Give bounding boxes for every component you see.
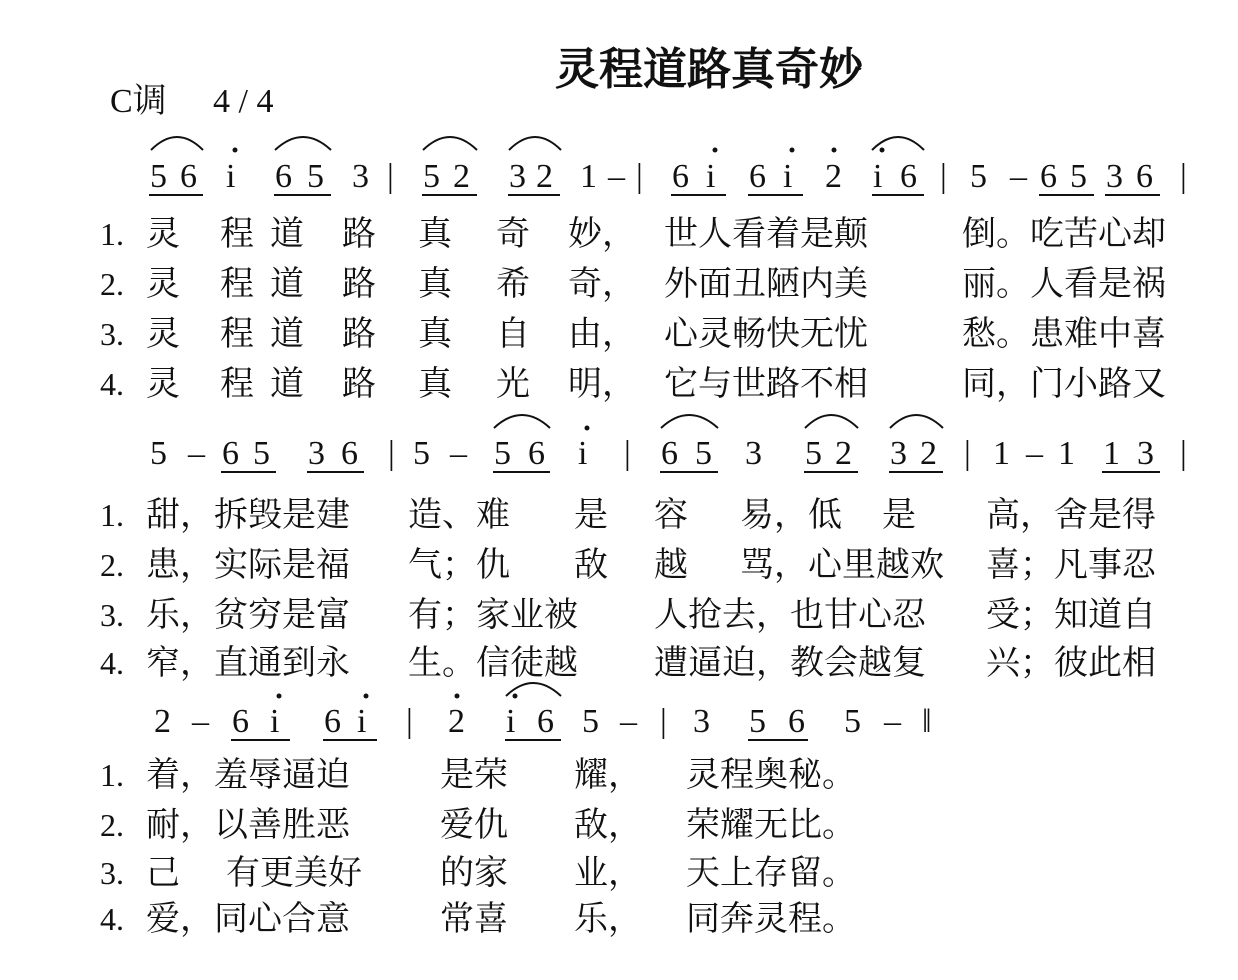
note: i <box>357 703 367 740</box>
lyric: 乐， <box>574 899 642 939</box>
lyric: 同，门小路又 <box>962 364 1166 404</box>
note: i <box>578 435 588 472</box>
note: 1 <box>993 435 1010 472</box>
verse-number: 1. <box>100 497 124 533</box>
dash: – <box>884 703 901 740</box>
lyric: 耀， <box>574 755 642 795</box>
slur <box>872 137 924 150</box>
lyric: 喜；凡事忍 <box>986 545 1156 585</box>
note: 6 <box>222 435 239 472</box>
lyric: 真 <box>418 314 452 354</box>
lyric: 高，舍是得 <box>986 495 1156 535</box>
note: 6 <box>788 703 805 740</box>
note: i <box>506 703 516 740</box>
lyric: 光 <box>496 364 530 404</box>
octave-dot <box>832 148 837 153</box>
note: 5 <box>1070 158 1087 195</box>
note: 6 <box>180 158 197 195</box>
slur <box>509 137 561 150</box>
lyric: 路 <box>342 214 376 254</box>
note: 3 <box>745 435 762 472</box>
lyric: 自 <box>496 314 530 354</box>
note: 6 <box>749 158 766 195</box>
lyric: 程 <box>220 364 254 404</box>
note: 5 <box>253 435 270 472</box>
lyric: 路 <box>342 264 376 304</box>
verse-number: 3. <box>100 855 124 891</box>
note: i <box>706 158 716 195</box>
lyric: 明， <box>568 364 636 404</box>
note: 2 <box>448 703 465 740</box>
note: 6 <box>275 158 292 195</box>
lyric: 妙， <box>568 214 636 254</box>
lyric: 道 <box>270 364 304 404</box>
slur <box>890 415 943 428</box>
barline: | <box>624 435 631 472</box>
lyric: 敌， <box>574 805 642 845</box>
lyric: 生。信徒越 <box>408 643 578 683</box>
system-3-lyrics <box>100 755 856 939</box>
barline: | <box>1180 158 1187 195</box>
note: 1 <box>1103 435 1120 472</box>
verse-number: 4. <box>100 645 124 681</box>
verse-number: 3. <box>100 597 124 633</box>
verse-number: 2. <box>100 547 124 583</box>
note: 2 <box>536 158 553 195</box>
note: i <box>226 158 236 195</box>
lyric: 是荣 <box>440 755 508 795</box>
lyric: 乐，贫穷是富 <box>146 595 350 635</box>
lyric: 业， <box>574 853 642 893</box>
note: 2 <box>825 158 842 195</box>
note: 6 <box>672 158 689 195</box>
lyric: 人抢去，也甘心忍 <box>654 595 926 635</box>
dash: – <box>1010 158 1027 195</box>
lyric: 荣耀无比。 <box>686 805 856 845</box>
time-signature: 4 / 4 <box>213 83 274 120</box>
note: 2 <box>835 435 852 472</box>
lyric: 真 <box>418 214 452 254</box>
barline: | <box>387 158 394 195</box>
lyric: 着，羞辱逼迫 <box>146 755 350 795</box>
dash: – <box>620 703 637 740</box>
lyric: 天上存留。 <box>686 853 856 893</box>
lyric: 甜，拆毁是建 <box>146 495 350 535</box>
note: 2 <box>920 435 937 472</box>
verse-number: 1. <box>100 757 124 793</box>
octave-dot <box>513 694 518 699</box>
note: 2 <box>154 703 171 740</box>
dash: – <box>608 158 625 195</box>
slur <box>423 137 477 150</box>
lyric: 是 <box>574 495 608 535</box>
lyric: 程 <box>220 314 254 354</box>
note: i <box>783 158 793 195</box>
lyric: 倒。吃苦心却 <box>962 214 1166 254</box>
lyric: 奇 <box>496 214 530 254</box>
note: 5 <box>413 435 430 472</box>
note: 6 <box>528 435 545 472</box>
song-title: 灵程道路真奇妙 <box>555 44 863 95</box>
note: i <box>270 703 280 740</box>
slur <box>661 415 718 428</box>
verse-number: 1. <box>100 216 124 252</box>
lyric: 由， <box>568 314 636 354</box>
note: 3 <box>509 158 526 195</box>
lyric: 外面丑陋内美 <box>664 264 868 304</box>
note: i <box>873 158 883 195</box>
note: 5 <box>695 435 712 472</box>
key-signature: C调 <box>110 83 167 120</box>
octave-dot <box>455 694 460 699</box>
verse-number: 4. <box>100 901 124 937</box>
note: 5 <box>150 435 167 472</box>
note: 3 <box>890 435 907 472</box>
lyric: 敌 <box>574 545 608 585</box>
note: 5 <box>150 158 167 195</box>
system-1-notation <box>149 137 1187 195</box>
note: 6 <box>1040 158 1057 195</box>
lyric: 爱，同心合意 <box>146 899 350 939</box>
lyric: 心灵畅快无忧 <box>664 314 868 354</box>
note: 6 <box>900 158 917 195</box>
lyric: 丽。人看是祸 <box>962 264 1166 304</box>
octave-dot <box>277 694 282 699</box>
note: 5 <box>805 435 822 472</box>
octave-dot <box>880 148 885 153</box>
system-2-lyrics <box>100 495 1157 683</box>
lyric: 奇， <box>568 264 636 304</box>
lyric: 真 <box>418 264 452 304</box>
note: 6 <box>341 435 358 472</box>
note: 5 <box>582 703 599 740</box>
lyric: 路 <box>342 314 376 354</box>
octave-dot <box>790 148 795 153</box>
lyric: 它与世路不相 <box>664 364 868 404</box>
note: 1 <box>1058 435 1075 472</box>
lyric: 兴；彼此相 <box>986 643 1156 683</box>
system-1-lyrics <box>100 214 1166 404</box>
slur <box>805 415 858 428</box>
lyric: 灵 <box>146 364 180 404</box>
octave-dot <box>233 148 238 153</box>
note: 3 <box>693 703 710 740</box>
lyric: 灵程奥秘。 <box>686 755 856 795</box>
octave-dot <box>713 148 718 153</box>
lyric: 希 <box>496 264 530 304</box>
note: 1 <box>580 158 597 195</box>
lyric: 愁。患难中喜 <box>962 314 1166 354</box>
lyric: 易，低 <box>740 495 842 535</box>
octave-dot <box>585 426 590 431</box>
octave-dot <box>364 694 369 699</box>
lyric: 骂，心里越欢 <box>740 545 944 585</box>
lyric: 同奔灵程。 <box>686 899 856 939</box>
lyric: 有；家业被 <box>408 595 578 635</box>
lyric: 程 <box>220 264 254 304</box>
slur <box>494 415 550 428</box>
verse-number: 2. <box>100 807 124 843</box>
barline: | <box>388 435 395 472</box>
lyric: 越 <box>654 545 688 585</box>
barline: | <box>636 158 643 195</box>
note: 5 <box>423 158 440 195</box>
final-barline: ‖ <box>922 703 932 740</box>
lyric: 容 <box>654 495 688 535</box>
note: 5 <box>749 703 766 740</box>
note: 6 <box>1136 158 1153 195</box>
verse-number: 4. <box>100 366 124 402</box>
note: 6 <box>661 435 678 472</box>
note: 3 <box>1106 158 1123 195</box>
lyric: 爱仇 <box>440 805 508 845</box>
lyric: 己 <box>146 853 180 893</box>
lyric: 常喜 <box>440 899 508 939</box>
lyric: 灵 <box>146 214 180 254</box>
note: 3 <box>1137 435 1154 472</box>
dash: – <box>192 703 209 740</box>
lyric: 真 <box>418 364 452 404</box>
system-3-notation <box>154 683 932 740</box>
barline: | <box>940 158 947 195</box>
lyric: 耐，以善胜恶 <box>146 805 350 845</box>
verse-number: 3. <box>100 316 124 352</box>
note: 6 <box>537 703 554 740</box>
lyric: 灵 <box>146 314 180 354</box>
verse-number: 2. <box>100 266 124 302</box>
lyric: 道 <box>270 314 304 354</box>
lyric: 遭逼迫，教会越复 <box>654 643 926 683</box>
barline: | <box>964 435 971 472</box>
note: 3 <box>308 435 325 472</box>
barline: | <box>1180 435 1187 472</box>
lyric: 有更美好 <box>226 853 362 893</box>
dash: – <box>450 435 467 472</box>
lyric: 窄，直通到永 <box>146 643 350 683</box>
lyric: 气；仇 <box>408 545 510 585</box>
slur <box>151 137 203 150</box>
note: 5 <box>844 703 861 740</box>
barline: | <box>406 703 413 740</box>
note: 5 <box>970 158 987 195</box>
note: 5 <box>494 435 511 472</box>
lyric: 造、难 <box>408 495 510 535</box>
lyric: 路 <box>342 364 376 404</box>
lyric: 患，实际是福 <box>146 545 350 585</box>
lyric: 的家 <box>440 853 508 893</box>
system-2-notation <box>150 415 1187 472</box>
note: 3 <box>352 158 369 195</box>
lyric: 灵 <box>146 264 180 304</box>
barline: | <box>660 703 667 740</box>
dash: – <box>188 435 205 472</box>
note: 2 <box>453 158 470 195</box>
lyric: 是 <box>882 495 916 535</box>
lyric: 道 <box>270 214 304 254</box>
note: 6 <box>232 703 249 740</box>
note: 6 <box>324 703 341 740</box>
dash: – <box>1026 435 1043 472</box>
lyric: 道 <box>270 264 304 304</box>
slur <box>275 137 331 150</box>
lyric: 程 <box>220 214 254 254</box>
note: 5 <box>307 158 324 195</box>
lyric: 受；知道自 <box>986 595 1156 635</box>
lyric: 世人看着是颠 <box>664 214 868 254</box>
